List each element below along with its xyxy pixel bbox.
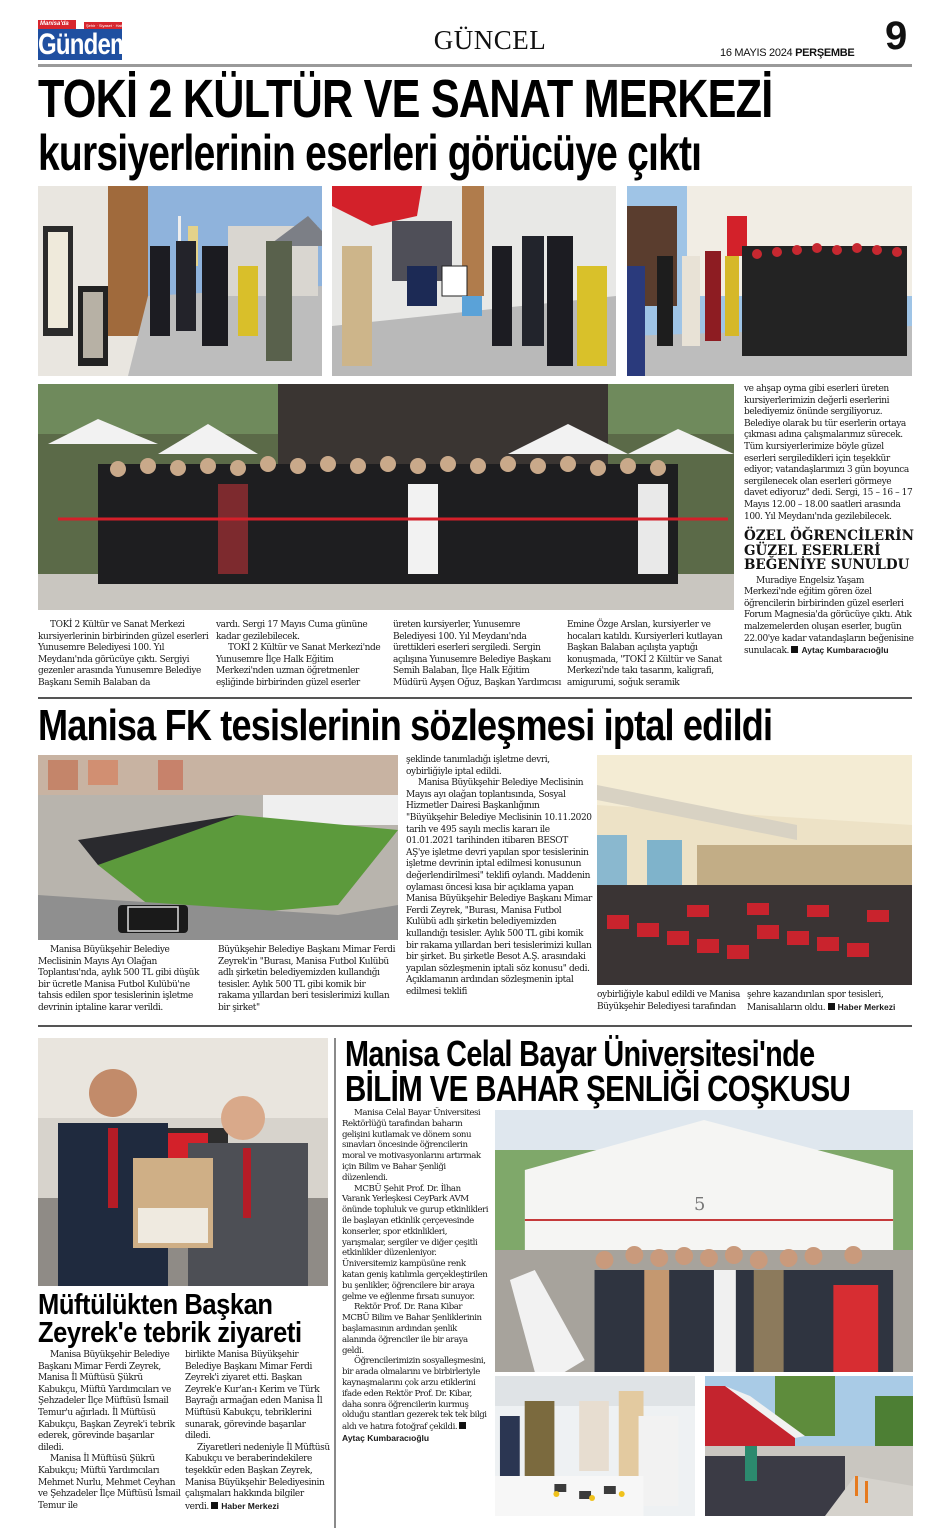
photo-robotics-stand: [495, 1376, 695, 1516]
logo-name: Gündem: [38, 28, 131, 61]
story4-column: [342, 1108, 490, 1445]
story2-col3b-text: Manisa Büyükşehir Belediye Meclisinin Mayıs ayı olağan toplantısında, Sosyal Hizmetler Dairesi Başkanlığının "Büyükşehir Belediye Meclisinin 10.11.2020 tarih ve 495 sayılı meclis kararı ile 01.01.2021 tarihinden itibaren BESOT AŞ'ye işletme devri yapılan spor tesislerinin işletme devrinin iptal edilmesi konusunun değerlendirilmesi" teklifi oylandı. Maddenin oylaması öncesi kısa bir açıklama yapan Manisa Büyükşehir Belediye Başkanı Mimar Ferdi Zeyrek, "Burası, Manisa Futbol Kulübü adlı şirketin belediyemizden kullandığı tesisler. Aylık 500 TL gibi komik bir rakama yıllardan beri tesislerimizi kullan bir şirket. Bu şirketle Besot A.Ş. arasındaki yapılan sözleşmenin iptali söz konusu" dedi. Açıklamanın ardından sözleşmenin iptal edilmesi teklifi: [406, 778, 592, 997]
logo-top-text: Manisa'da: [38, 20, 76, 29]
story1-col2b-text: TOKİ 2 Kültür ve Sanat Merkezi'nde Yunusemre İlçe Halk Eğitim Merkezi'nden uzman öğretmenler eşliğinde birbirinden güzel eserler: [216, 643, 381, 688]
right-rail: [744, 384, 916, 694]
story3-top-rule: [38, 1025, 912, 1027]
sidebar-body: [744, 576, 916, 658]
story2-column-3: [406, 755, 592, 998]
photo-football-stadium: [38, 755, 398, 940]
story2-byline-text: Haber Merkezi: [837, 1001, 896, 1012]
story3-col1a-text: Manisa Büyükşehir Belediye Başkanı Mimar Ferdi Zeyrek, Manisa İl Müftüsü Şükrü Kabukçu, Müftü Yardımcıları ve Şehzadeler İlçe Müftüsü İsmail Temur'u ağırladı. İl Müftüsü Kabukçu, Başkan Zeyrek'i tebrik ederek, görevinde başarılar diledi.: [38, 1350, 175, 1453]
newspaper-logo[interactable]: [38, 20, 142, 61]
masthead-rule: [38, 64, 912, 67]
issue-date: [720, 47, 854, 59]
story2-column-1: [38, 945, 213, 1015]
story1-headline-line1: TOKİ 2 KÜLTÜR VE SANAT MERKEZİ: [38, 69, 773, 129]
sidebar-byline: [791, 645, 888, 655]
section-title: GÜNCEL: [433, 25, 547, 55]
story1-col5-text: ve ahşap oyma gibi eserleri üreten kursiyerlerimizin değerli eserlerini belediyemiz önünde sergiliyoruz. Belediye olarak bu tür eserlerin ortaya çıkması adına çalışmalarımız sürecek. Tüm kursiyerlerimize böyle güzel eserleri sergiledikleri için teşekkür ediyor; vatandaşlarımızı 3 gün boyunca sergilenecek olan eserleri görmeye davet ediyoruz" dedi. Sergi, 15 – 16 – 17 Mayıs 12.00 – 18.00 saatleri arasında 100. Yıl Meydanı'nda gezilebilecek.: [744, 384, 913, 522]
story3-col2b-text: Ziyaretleri nedeniyle İl Müftüsü Kabukçu ve beraberindekilere teşekkür eden Başkan Zeyrek, Manisa Büyükşehir Belediyesinin çalışmaları hakkında bilgiler verdi.: [185, 1442, 330, 1512]
story1-column-4: [567, 620, 737, 690]
story4-p1-text: Manisa Celal Bayar Üniversitesi Rektörlüğü tarafından baharın gelişini kutlamak ve dönem sonu sınavları öncesinde öğrencilerin moral ve motivasyonlarını artırmak için Bilim ve Bahar Şenliği düzenlendi.: [342, 1108, 481, 1183]
photo-ribbon-cutting: [38, 384, 734, 610]
tent-number: 5: [694, 1193, 706, 1216]
story4-headline-line2: BİLİM VE BAHAR ŞENLİĞİ COŞKUSU: [345, 1068, 851, 1109]
story1-col2a-text: vardı. Sergi 17 Mayıs Cuma gününe kadar gezilebilecek.: [216, 620, 368, 642]
story2-col4-text: oybirliğiyle kabul edildi ve Manisa Büyükşehir Belediyesi tarafından: [597, 990, 740, 1012]
photo-exhibition-group: [332, 186, 616, 376]
sidebar-body-text: Muradiye Engelsiz Yaşam Merkezi'nde eğitim gören özel öğrencilerin birbirinden güzel eserleri Forum Magnesia'da görücüye çıktı. Atık malzemelerden oluşan eserler, bugün 22.00'ye kadar vatandaşların beğenisine sunulacak.: [744, 575, 914, 657]
story2-column-5: [747, 990, 915, 1014]
byline-square-icon: [791, 646, 798, 653]
story3-headline-line2: Zeyrek'e tebrik ziyareti: [38, 1317, 302, 1349]
story3-headline-line1: Müftülükten Başkan: [38, 1289, 273, 1321]
story2-col2-text: Büyükşehir Belediye Başkanı Mimar Ferdi Zeyrek'in "Burası, Manisa Futbol Kulübü adlı şirketin belediyemizden kullandığı tesisler. Aylık 500 TL gibi komik bir rakama yıllardan beri tesislerimizi kullan bir şirket": [218, 945, 396, 1013]
story1-column-5: [744, 384, 916, 523]
weekday-text: PERŞEMBE: [795, 47, 855, 59]
story1-column-2: [216, 620, 390, 690]
photo-science-festival-group: [495, 1110, 913, 1372]
story1-column-3: [393, 620, 563, 690]
byline-square-icon: [211, 1502, 218, 1509]
story3-byline: [211, 1501, 279, 1511]
story4-p4-text: Öğrencilerimizin sosyalleşmesini, bir arada olmalarını ve birbirleriyle kaynaşmalarını çok arzu etiklerini ifade eden Rektör Prof. Dr. Kibar, daha sonra öğrencilerin kurmuş olduğu stantları gezerek tek tek bilgi aldı ve hatıra fotoğraf çekildi.: [342, 1356, 487, 1433]
story3-byline-text: Haber Merkezi: [221, 1500, 279, 1511]
story3-col2a-text: birlikte Manisa Büyükşehir Belediye Başkanı Mimar Ferdi Zeyrek'i ziyaret etti. Başkan Zeyrek'e Kur'an-ı Kerim ve Türk Bayrağı armağan eden Manisa İl Müftüsü Kabukçu, tebriklerini sunarak, görevinde başarılar diledi.: [185, 1350, 323, 1442]
sidebar-headline: ÖZEL ÖĞRENCİLERİN GÜZEL ESERLERİ BEĞENİYE SUNULDU: [744, 528, 914, 574]
byline-square-icon: [828, 1003, 835, 1010]
story2-col5-text: şehre kazandırılan spor tesisleri, Manisalıların oldu.: [747, 990, 884, 1013]
photo-mufti-visit: [38, 1038, 328, 1286]
story4-p2-text: MCBÜ Şehit Prof. Dr. İlhan Varank Yerleşkesi CeyPark AVM önünde topluluk ve gurup etkinlikleri ile başlayan etkinlik çerçevesinde konserler, spor etkinlikleri, yarışmalar, sergiler ve diğer çeşitli etkinlikler düzenleniyor. Üniversitemiz kampüsüne renk katan geniş katılımla gerçekleştirilen bu şenlikler, öğrencilere bir araya gelme ve eğlenme fırsatı sunuyor.: [342, 1183, 489, 1302]
logo-slogan: Şehir · Siyaset · Haber · Yorum: [86, 23, 142, 28]
byline-square-icon: [459, 1422, 466, 1429]
story1-col4-text: Emine Özge Arslan, kursiyerler ve hocaları katıldı. Kursiyerleri kutlayan Başkan Balaban açılışta yaptığı konuşmada, "TOKİ 2 Kültür ve Sanat Merkezi'nde takı tasarım, kaligrafi, amigurumi, soğuk seramik: [567, 620, 723, 688]
photo-festival-stands: [705, 1376, 913, 1516]
story1-column-1: [38, 620, 212, 690]
photo-folk-dancers-group: [627, 186, 912, 376]
story3-column-1: [38, 1350, 181, 1512]
story1-col1-text: TOKİ 2 Kültür ve Sanat Merkezi kursiyerlerinin birbirinden güzel eserleri Yunusemre Belediyesi 100. Yıl Meydanı'nda görücüye çıktı. Sergiyi gezenler arasında Yunusemre Belediye Başkanı Semih Balaban da: [38, 620, 209, 688]
story4-headline-line1: Manisa Celal Bayar Üniversitesi'nde: [345, 1033, 815, 1074]
story3-column-2: [185, 1350, 330, 1513]
story2-col3a-text: şeklinde tanımladığı işletme devri, oybirliğiyle iptal edildi.: [406, 755, 550, 777]
story2-column-4: [597, 990, 742, 1013]
photo-exhibition-visit: [38, 186, 322, 376]
story4-p3-text: Rektör Prof. Dr. Rana Kibar MCBÜ Bilim ve Bahar Şenliklerinin başlamasının ardından şenlik alanında öğrenciler ile bir araya geldi.: [342, 1302, 482, 1356]
story1-col3-text: üreten kursiyerler, Yunusemre Belediyesi 100. Yıl Meydanı'nda ürettikleri eserleri sergiledi. Sergin açılışına Yunusemre Belediye Başkanı Semih Balaban, İlçe Halk Eğitim Müdürü Ayşen Oğuz, Başkan Yardımcısı: [393, 620, 561, 688]
story1-headline-line2: kursiyerlerinin eserleri görücüye çıktı: [38, 125, 702, 181]
column-divider: [334, 1038, 336, 1528]
story2-top-rule: [38, 697, 912, 699]
page-number: 9: [885, 14, 908, 58]
story4-byline-text: Aytaç Kumbaracıoğlu: [342, 1432, 430, 1443]
story3-col1b-text: Manisa İl Müftüsü Şükrü Kabukçu; Müftü Yardımcıları Mehmet Nurlu, Mehmet Ceyhan ve Şehzadeler İlçe Müftüsü İsmail Temur ile: [38, 1454, 181, 1511]
story2-col1-text: Manisa Büyükşehir Belediye Meclisinin Mayıs Ayı Olağan Toplantısı'nda, aylık 500 TL gibi düşük bir ücretle Manisa Futbol Kulübü'ne tahsis edilen spor tesislerinin işletme devrinin iptaline karar verildi.: [38, 945, 200, 1013]
photo-council-meeting: [597, 755, 912, 985]
story2-column-2: [218, 945, 398, 1015]
story2-byline: [828, 1002, 896, 1012]
sidebar-byline-text: Aytaç Kumbaracıoğlu: [801, 645, 889, 656]
date-text: 16 MAYIS 2024: [720, 47, 793, 59]
story2-headline: Manisa FK tesislerinin sözleşmesi iptal edildi: [38, 701, 773, 750]
